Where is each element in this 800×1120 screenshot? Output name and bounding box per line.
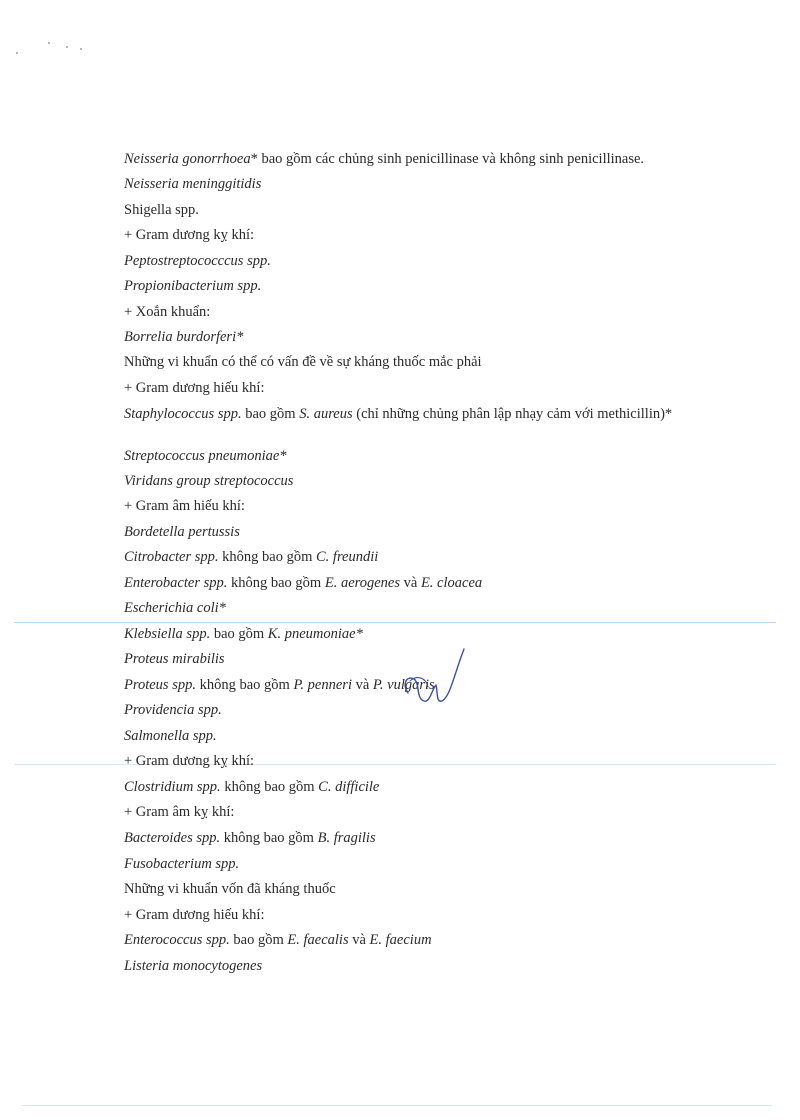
text-run: + Gram dương hiếu khí: [124,907,265,923]
italic-text: E. faecium [369,932,432,948]
italic-text: Escherichia coli* [124,600,226,616]
italic-text: Clostridium spp. [124,779,221,795]
text-line [124,304,210,321]
text-line [124,406,676,423]
text-run: Những vi khuẩn có thể có vấn đề về sự kháng thuốc mắc phải [124,354,482,370]
italic-text: Staphylococcus spp. [124,406,242,422]
text-line [124,380,265,397]
text-run: không bao gồm [220,830,318,846]
text-run: + Gram dương kỵ khí: [124,753,255,769]
text-run: và [400,575,421,591]
italic-text: Borrelia burdorferi* [124,329,244,345]
text-line [124,176,261,193]
text-line [124,448,287,465]
italic-text: Peptostreptococccus spp. [124,253,271,269]
text-run: + Gram âm hiếu khí: [124,498,245,514]
italic-text: C. difficile [318,779,380,795]
italic-text: Enterococcus spp. [124,932,230,948]
text-line [124,575,482,592]
text-line [124,804,234,821]
italic-text: S. aureus [299,406,353,422]
text-run: Những vi khuẩn vốn đã kháng thuốc [124,881,336,897]
text-line [124,524,240,541]
text-line [124,151,644,168]
text-line [124,651,225,668]
italic-text: E. aerogenes [324,575,401,591]
text-line [124,856,239,873]
text-run: không bao gồm [218,549,316,565]
text-line [124,830,376,847]
text-run: * bao gồm các chủng sinh penicillinase và không sinh penicillinase. [250,151,645,167]
text-line [124,932,432,949]
italic-text: Listeria monocytogenes [124,958,263,974]
italic-text: Neisseria meninggitidis [124,176,262,192]
text-line [124,600,226,617]
italic-text: Streptococcus pneumoniae* [124,448,287,464]
text-line [124,473,293,490]
text-line [124,202,199,219]
text-line [124,728,217,745]
text-line [124,329,243,346]
text-line [124,677,435,694]
italic-text: Neisseria gonorrhoea [124,151,251,167]
italic-text: Viridans group streptococcus [124,473,294,489]
text-run: bao gồm [229,932,288,948]
text-run: bao gồm [210,626,268,642]
text-run: và [351,677,373,693]
italic-text: Citrobacter spp. [124,549,219,565]
scan-artifact-line [22,1105,772,1106]
italic-text: P. penneri [293,677,352,693]
text-run: + Gram dương hiếu khí: [124,380,265,396]
text-line [124,253,271,270]
scan-artifact-line [14,622,776,623]
text-run: + Gram âm kỵ khí: [124,804,235,820]
text-line [124,626,363,643]
text-run: không bao gồm [227,575,325,591]
text-line [124,881,336,898]
italic-text: C. freundii [316,549,379,565]
text-line [124,354,482,371]
text-line [124,278,261,295]
italic-text: K. pneumoniae* [267,626,363,642]
italic-text: E. faecalis [287,932,349,948]
italic-text: E. cloacea [420,575,483,591]
text-run: không bao gồm [220,779,319,795]
italic-text: Proteus spp. [124,677,196,693]
italic-text: Providencia spp. [124,702,222,718]
italic-text: B. fragilis [317,830,376,846]
italic-text: Klebsiella spp. [124,626,211,642]
text-run: và [348,932,370,948]
italic-text: Proteus mirabilis [124,651,225,667]
italic-text: Fusobacterium spp. [124,856,240,872]
italic-text: Bacteroides spp. [124,830,221,846]
text-line [124,227,254,244]
text-line [124,958,262,975]
text-run: Shigella spp. [124,202,199,218]
text-line [124,779,379,796]
text-run: + Gram dương kỵ khí: [124,227,255,243]
italic-text: Propionibacterium spp. [124,278,262,294]
scan-specks [14,38,94,58]
text-line [124,702,222,719]
italic-text: Bordetella pertussis [124,524,240,540]
text-line [124,907,265,924]
italic-text: P. vulgaris [372,677,435,693]
text-line [124,498,245,515]
text-run: + Xoắn khuẩn: [124,304,211,320]
italic-text: Salmonella spp. [124,728,217,744]
text-run: (chỉ những chủng phân lập nhạy cảm với methicillin)* [352,406,673,422]
handwritten-signature [398,645,478,715]
text-line [124,753,254,770]
text-line [124,549,378,566]
italic-text: Enterobacter spp. [124,575,228,591]
text-run: bao gồm [241,406,300,422]
text-run: không bao gồm [195,677,294,693]
